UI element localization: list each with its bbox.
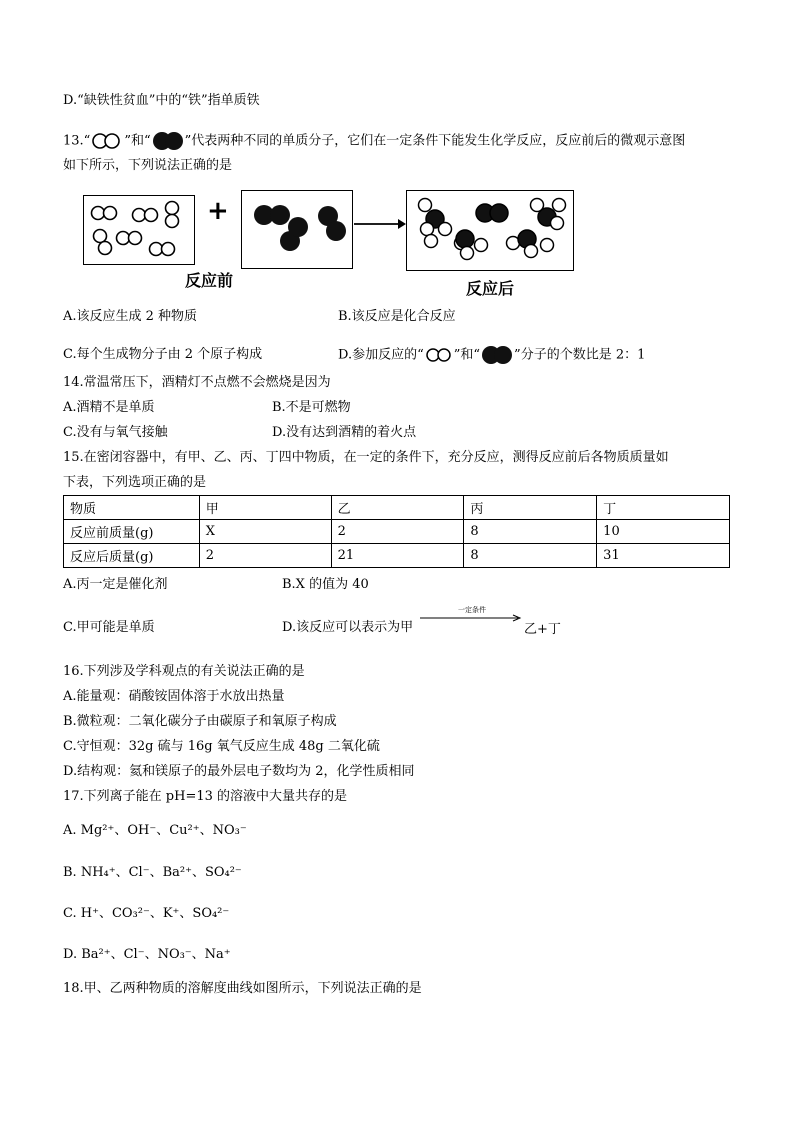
- table-cell: 2: [331, 520, 464, 544]
- table-header-cell: 丙: [464, 496, 597, 520]
- table-cell: 反应后质量(g): [64, 544, 200, 568]
- table-header-cell: 乙: [331, 496, 464, 520]
- table-row: [64, 544, 730, 568]
- white-molecule-icon: [90, 132, 124, 150]
- q16-option-d: D.结构观：氦和镁原子的最外层电子数均为 2，化学性质相同: [63, 764, 415, 779]
- table-cell: 10: [597, 520, 730, 544]
- white-molecules-figure: [84, 196, 196, 266]
- q17-stem: 17.下列离子能在 pH=13 的溶液中大量共存的是: [63, 789, 348, 804]
- q17-option-c: C. H⁺、CO₃²⁻、K⁺、SO₄²⁻: [63, 906, 230, 921]
- q17-option-a: A. Mg²⁺、OH⁻、Cu²⁺、NO₃⁻: [63, 823, 247, 838]
- q15-option-b: B.X 的值为 40: [282, 577, 369, 592]
- black-molecules-figure: [242, 191, 354, 270]
- q15-stem-line1: 15.在密闭容器中，有甲、乙、丙、丁四中物质，在一定的条件下，充分反应，测得反应前后各物质质量如: [63, 450, 669, 465]
- q13-option-c: C.每个生成物分子由 2 个原子构成: [63, 347, 263, 362]
- table-cell: 2: [199, 544, 331, 568]
- q15-option-a: A.丙一定是催化剂: [63, 577, 168, 592]
- table-header-cell: 甲: [199, 496, 331, 520]
- q13-option-d-mid: ”和“: [453, 347, 481, 363]
- black-molecule-icon: [480, 344, 514, 366]
- q14-option-d: D.没有达到酒精的着火点: [272, 425, 417, 440]
- q13-mid1: ”和“: [124, 133, 151, 149]
- table-cell: 8: [464, 544, 597, 568]
- q14-stem: 14.常温常压下，酒精灯不点燃不会燃烧是因为: [63, 375, 331, 390]
- arrow-condition-label: 一定条件: [458, 606, 486, 614]
- white-molecule-icon: [424, 347, 454, 363]
- label-after: 反应后: [466, 279, 515, 298]
- q15-option-c: C.甲可能是单质: [63, 620, 155, 635]
- q15-option-d-pre: D.该反应可以表示为甲: [282, 620, 414, 635]
- q13-option-d-post: ”分子的个数比是 2：1: [514, 347, 646, 363]
- table-header-cell: 物质: [64, 496, 200, 520]
- after-box: [406, 190, 574, 271]
- q13-option-a: A.该反应生成 2 种物质: [63, 309, 198, 324]
- mass-table: [63, 495, 730, 568]
- table-cell: 21: [331, 544, 464, 568]
- q17-option-b: B. NH₄⁺、Cl⁻、Ba²⁺、SO₄²⁻: [63, 865, 242, 880]
- q15-option-d-post: 乙+丁: [524, 622, 561, 637]
- q13-prefix: 13.“: [63, 133, 91, 149]
- q13-stem-line1: [63, 130, 685, 152]
- condition-arrow: [420, 612, 524, 624]
- q14-option-c: C.没有与氧气接触: [63, 425, 168, 440]
- black-molecule-icon: [151, 130, 185, 152]
- q15-option-d: [282, 619, 413, 637]
- label-before: 反应前: [185, 271, 234, 290]
- table-row: [64, 520, 730, 544]
- q16-option-b: B.微粒观：二氧化碳分子由碳原子和氧原子构成: [63, 714, 337, 729]
- plus-sign: +: [207, 196, 229, 226]
- before-box-white: [83, 195, 195, 265]
- table-cell: 反应前质量(g): [64, 520, 200, 544]
- q13-option-d: [338, 344, 645, 366]
- table-cell: 31: [597, 544, 730, 568]
- before-box-black: [241, 190, 353, 269]
- q16-option-a: A.能量观：硝酸铵固体溶于水放出热量: [63, 689, 285, 704]
- table-header-row: [64, 496, 730, 520]
- q16-stem: 16.下列涉及学科观点的有关说法正确的是: [63, 664, 305, 679]
- q15-stem-line2: 下表，下列选项正确的是: [63, 475, 207, 490]
- q17-option-d: D. Ba²⁺、Cl⁻、NO₃⁻、Na⁺: [63, 947, 231, 962]
- q18-stem: 18.甲、乙两种物质的溶解度曲线如图所示，下列说法正确的是: [63, 981, 422, 996]
- q13-stem-rest: ”代表两种不同的单质分子，它们在一定条件下能发生化学反应，反应前后的微观示意图: [184, 133, 686, 149]
- table-header-cell: 丁: [597, 496, 730, 520]
- q14-option-b: B.不是可燃物: [272, 400, 351, 415]
- table-cell: 8: [464, 520, 597, 544]
- q13-option-b: B.该反应是化合反应: [338, 309, 456, 324]
- reaction-arrow: [354, 217, 406, 231]
- after-molecules-figure: [407, 191, 575, 272]
- q16-option-c: C.守恒观：32g 硫与 16g 氧气反应生成 48g 二氧化硫: [63, 739, 380, 754]
- q14-option-a: A.酒精不是单质: [63, 400, 155, 415]
- table-cell: X: [199, 520, 331, 544]
- q12-option-d: D.“缺铁性贫血”中的“铁”指单质铁: [63, 93, 260, 108]
- q13-option-d-pre: D.参加反应的“: [338, 347, 424, 363]
- q13-stem-line2: 如下所示，下列说法正确的是: [63, 158, 233, 173]
